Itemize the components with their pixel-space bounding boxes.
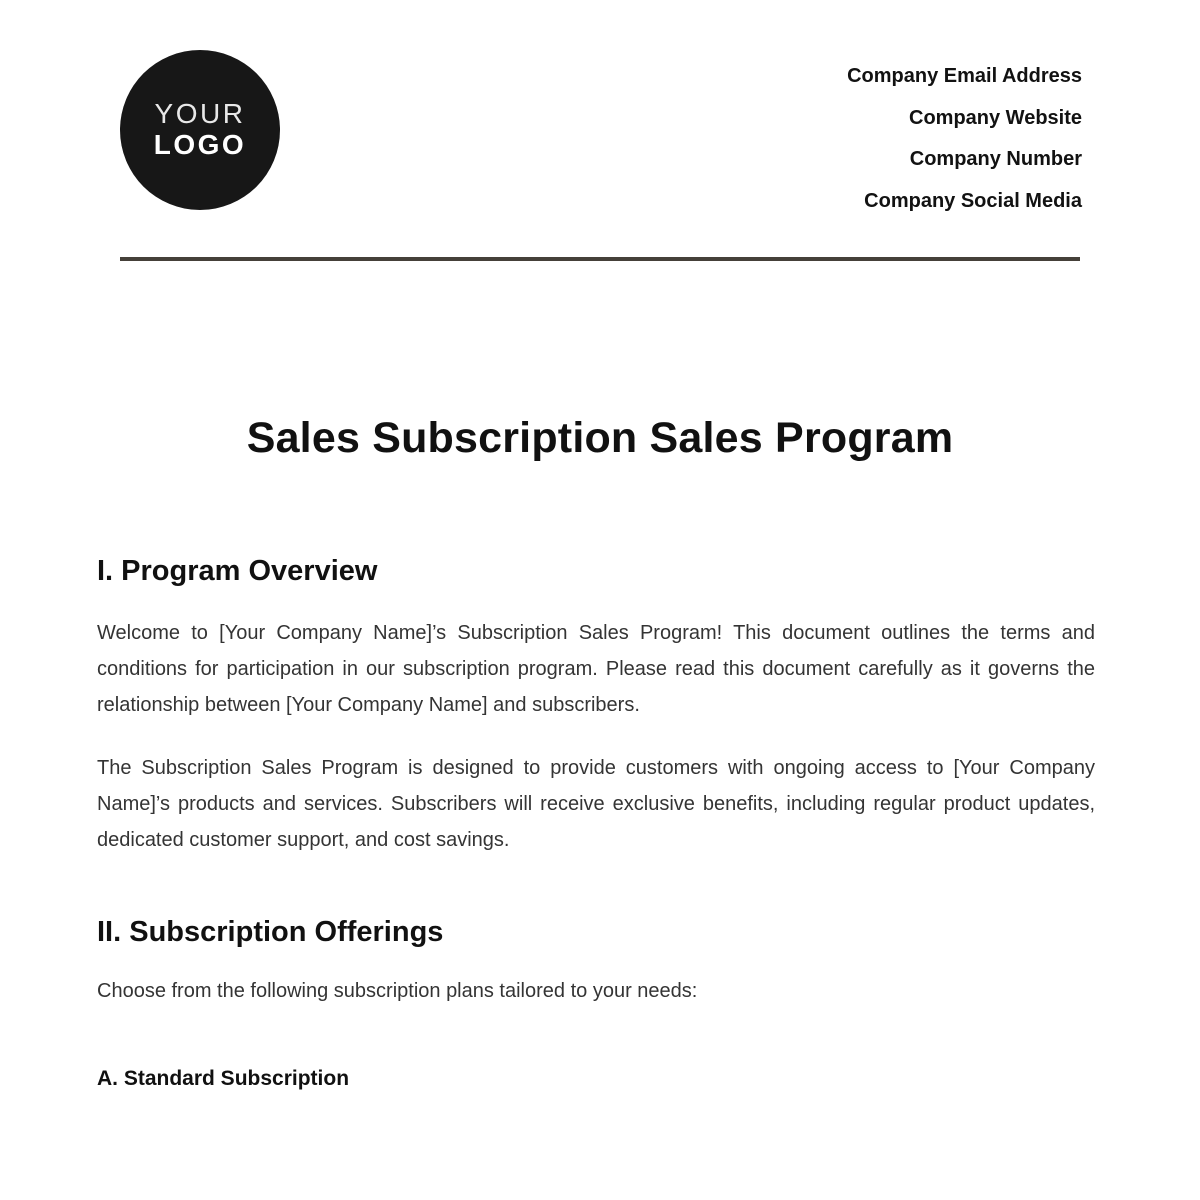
subsection-heading-standard-subscription: A. Standard Subscription <box>97 1067 350 1090</box>
company-number: Company Number <box>909 148 1082 170</box>
company-social-media: Company Social Media <box>864 189 1082 212</box>
document-header <box>0 0 1200 222</box>
company-email-address: Company Email Address <box>847 65 1082 87</box>
header-divider <box>120 257 1080 261</box>
program-overview-paragraph-1: Welcome to [Your Company Name]’s Subscription Sales Program! This document outlines the terms and conditions for participation in our subscription program. Please read this document carefully as it governs the relationship between [Your Company Name] and subscribers. <box>97 622 1095 716</box>
logo-text-logo: LOGO <box>153 129 247 160</box>
company-website: Company Website <box>909 106 1082 129</box>
logo-text-your: YOUR <box>154 98 246 130</box>
program-overview-paragraph-2: The Subscription Sales Program is designed to provide customers with ongoing access to [Your Company Name]’s products and services. Subscribers will receive exclusive benefits, including regular product updates, dedicated customer support, and cost savings. <box>97 757 1095 851</box>
company-contact-info <box>847 50 1082 222</box>
document-title: Sales Subscription Sales Program <box>246 414 954 462</box>
section-heading-subscription-offerings: II. Subscription Offerings <box>97 916 444 948</box>
subscription-offerings-intro: Choose from the following subscription plans tailored to your needs: <box>97 980 698 1002</box>
company-logo <box>120 50 280 210</box>
section-heading-program-overview: I. Program Overview <box>97 555 378 587</box>
document-body <box>0 555 1200 1091</box>
